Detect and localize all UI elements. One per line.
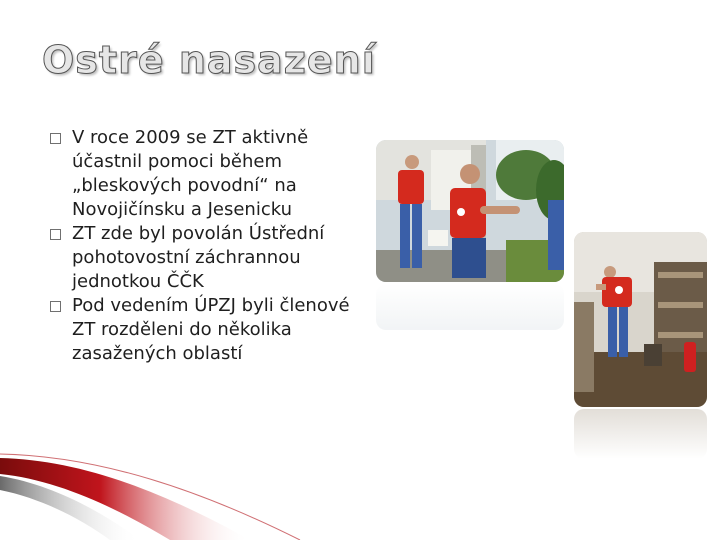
bullet-box-icon — [50, 133, 61, 144]
bullet-text: Pod vedením ÚPZJ byli členové ZT rozděleni do několika zasažených oblastí — [72, 295, 350, 364]
bullet-list — [50, 126, 370, 366]
bullet-box-icon — [50, 229, 61, 240]
photo-volunteers-outdoor-illustration — [376, 140, 564, 282]
bullet-text: ZT zde byl povolán Ústřední pohotovostní záchrannou jednotkou ČČK — [72, 223, 325, 292]
slide-title: Ostré nasazení — [42, 38, 376, 82]
photo-volunteers-outdoor — [376, 140, 564, 282]
bullet-item — [50, 126, 370, 222]
bullet-box-icon — [50, 301, 61, 312]
photo-volunteer-workshop-illustration — [574, 232, 707, 407]
photo-volunteers-outdoor-reflection — [376, 284, 564, 330]
bullet-text: V roce 2009 se ZT aktivně účastnil pomoci během „bleskových povodní“ na Novojičínsku a Jesenicku — [72, 127, 309, 220]
bullet-item — [50, 222, 370, 294]
decorative-swoosh — [0, 450, 720, 540]
photo-volunteer-workshop — [574, 232, 707, 407]
bullet-item — [50, 294, 370, 366]
